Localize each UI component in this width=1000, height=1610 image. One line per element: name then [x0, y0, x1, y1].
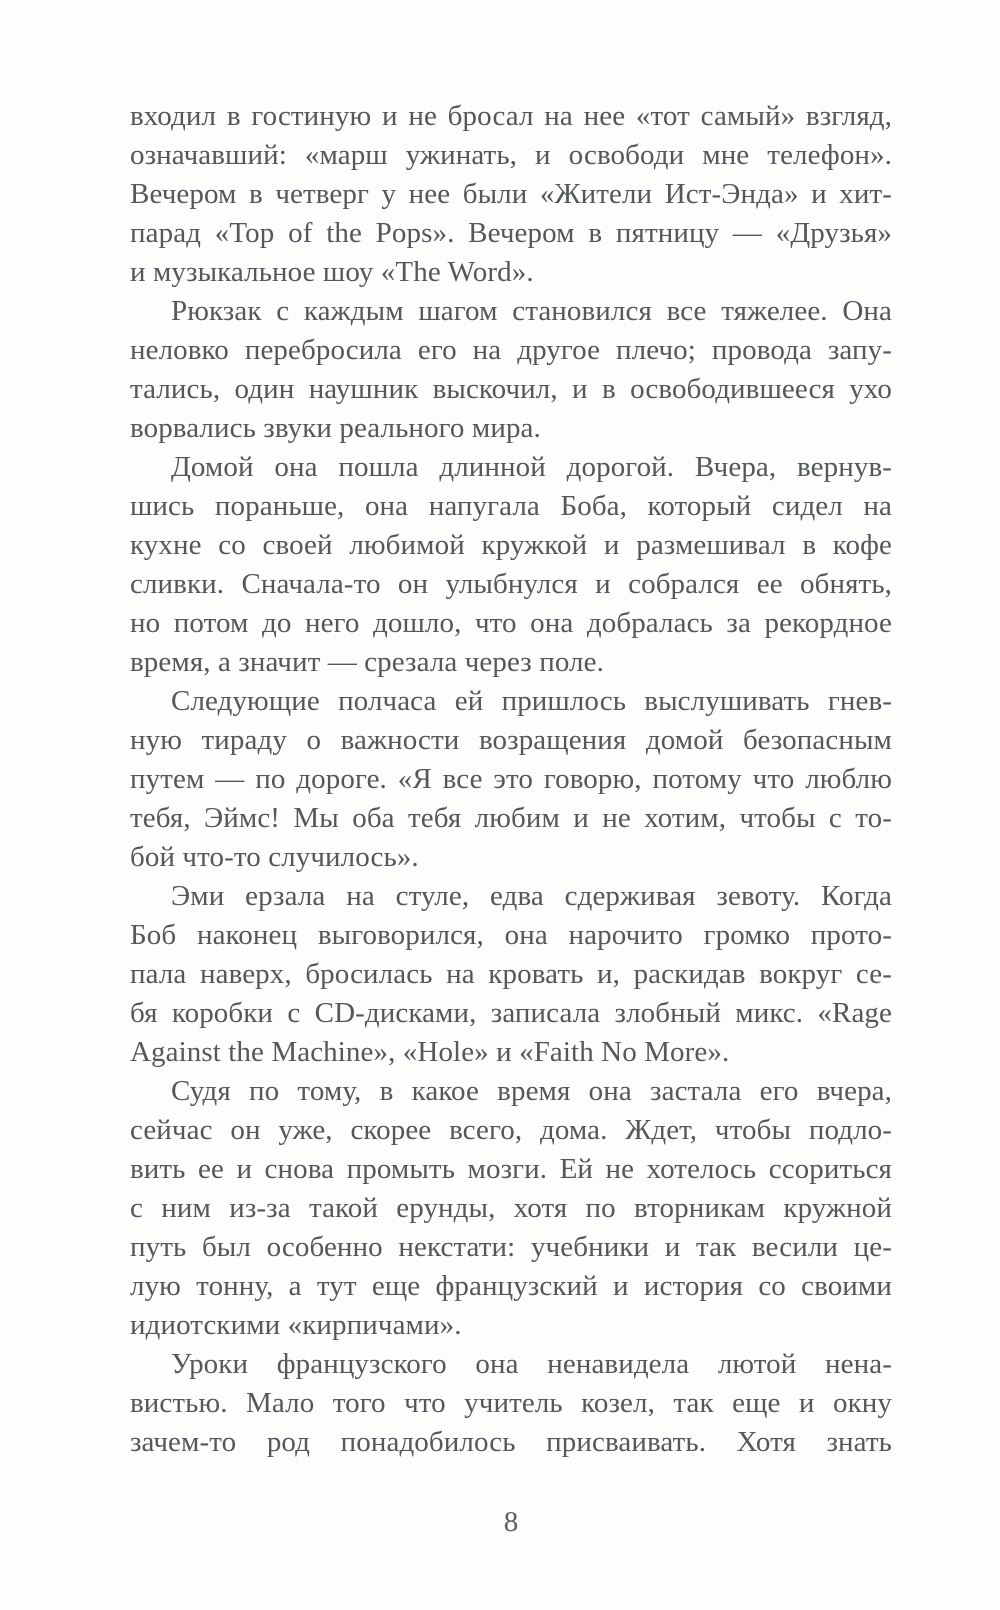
paragraph	[130, 1072, 892, 1345]
text-line: зачем-то род понадобилось присваивать. Хотя знать	[130, 1426, 892, 1458]
text-line: и музыкальное шоу «The Word».	[130, 256, 534, 288]
text-line: с ним из-за такой ерунды, хотя по вторникам кружной	[130, 1192, 892, 1224]
paragraph	[130, 292, 892, 448]
text-line: бой что-то случилось».	[130, 841, 419, 873]
text-line: входил в гостиную и не бросал на нее «тот самый» взгляд,	[130, 100, 892, 132]
text-line: Эми ерзала на стуле, едва сдерживая зевоту. Когда	[171, 880, 892, 912]
text-line: Следующие полчаса ей пришлось выслушивать гнев-	[171, 685, 892, 717]
text-line: вить ее и снова промыть мозги. Ей не хотелось ссориться	[130, 1153, 892, 1185]
body-text	[130, 97, 892, 1462]
text-line: время, а значит — срезала через поле.	[130, 646, 604, 678]
text-line: идиотскими «кирпичами».	[130, 1309, 462, 1341]
text-line: неловко перебросила его на другое плечо; провода запу-	[130, 334, 892, 366]
text-line: сейчас он уже, скорее всего, дома. Ждет, чтобы подло-	[130, 1114, 892, 1146]
text-line: Уроки французского она ненавидела лютой нена-	[171, 1348, 892, 1380]
text-line: ворвались звуки реального мира.	[130, 412, 541, 444]
text-line: но потом до него дошло, что она добралась за рекордное	[130, 607, 892, 639]
page-number: 8	[503, 1506, 519, 1538]
text-line: Судя по тому, в какое время она застала его вчера,	[171, 1075, 892, 1107]
paragraph	[130, 877, 892, 1072]
text-line: бя коробки с CD-дисками, записала злобный микс. «Rage	[130, 997, 892, 1029]
paragraph	[130, 97, 892, 292]
text-line: путь был особенно некстати: учебники и так весили це-	[130, 1231, 892, 1263]
text-line: Вечером в четверг у нее были «Жители Ист-Энда» и хит-	[130, 178, 892, 210]
text-line: пала наверх, бросилась на кровать и, раскидав вокруг се-	[130, 958, 892, 990]
text-line: Домой она пошла длинной дорогой. Вчера, вернув-	[171, 451, 892, 483]
text-line: шись пораньше, она напугала Боба, который сидел на	[130, 490, 892, 522]
text-line: вистью. Мало того что учитель козел, так еще и окну	[130, 1387, 892, 1419]
text-line: путем — по дороге. «Я все это говорю, потому что люблю	[130, 763, 892, 795]
text-line: означавший: «марш ужинать, и освободи мне телефон».	[130, 139, 892, 171]
paragraph	[130, 448, 892, 682]
text-line: тебя, Эймс! Мы оба тебя любим и не хотим, чтобы с то-	[130, 802, 892, 834]
text-line: ную тираду о важности возращения домой безопасным	[130, 724, 892, 756]
text-line: Against the Machine», «Hole» и «Faith No More».	[130, 1036, 730, 1068]
text-line: Рюкзак с каждым шагом становился все тяжелее. Она	[171, 295, 892, 327]
text-line: тались, один наушник выскочил, и в освободившееся ухо	[130, 373, 892, 405]
text-line: кухне со своей любимой кружкой и размешивал в кофе	[130, 529, 892, 561]
text-line: парад «Top of the Pops». Вечером в пятницу — «Друзья»	[130, 217, 892, 249]
paragraph	[130, 1345, 892, 1462]
text-line: сливки. Сначала-то он улыбнулся и собрался ее обнять,	[130, 568, 892, 600]
text-line: лую тонну, а тут еще французский и история со своими	[130, 1270, 892, 1302]
text-line: Боб наконец выговорился, она нарочито громко прото-	[130, 919, 892, 951]
paragraph	[130, 682, 892, 877]
